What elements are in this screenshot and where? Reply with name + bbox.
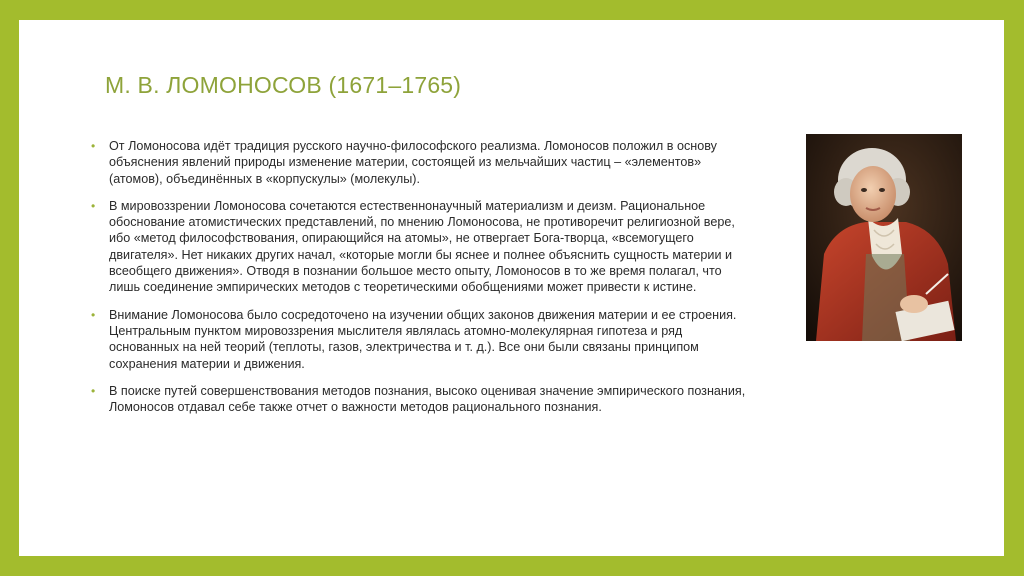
bullet-item: [89, 307, 749, 372]
bullet-list: [89, 138, 749, 426]
bullet-text: От Ломоносова идёт традиция русского научно-философского реализма. Ломоносов положил в основу объяснения явлений природы изменение материи, состоящей из мельчайших частиц – «элементов» (атомов), объединённых в «корпускулы» (молекулы).: [109, 139, 717, 186]
portrait-illustration: [806, 134, 962, 341]
slide-title: М. В. ЛОМОНОСОВ (1671–1765): [105, 72, 462, 98]
bullet-item: [89, 383, 749, 416]
bullet-text: В мировоззрении Ломоносова сочетаются естественнонаучный материализм и деизм. Рациональное обоснование атомистических представлений, по мнению Ломоносова, не противоречит религиозной вере, ибо «метод философствования, опирающийся на атомы», не отвергает Бога-творца, «всемогущего двигателя». Нет никаких других начал, «которые могли бы яснее и полнее объяснить сущность материи и всеобщего движения». Отводя в познании большое место опыту, Ломоносов в то же время полагал, что лишь соединение эмпирических методов с теоретическими обобщениями может привести к истине.: [109, 198, 735, 295]
portrait-image: [806, 134, 962, 341]
bullet-item: [89, 198, 749, 296]
bullet-dot-icon: •: [91, 139, 96, 153]
bullet-text: В поиске путей совершенствования методов познания, высоко оценивая значение эмпирического познания, Ломоносов отдавал себе также отчет о важности методов рационального познания.: [109, 383, 746, 415]
bullet-dot-icon: •: [91, 383, 96, 398]
bullet-dot-icon: •: [91, 198, 96, 213]
bullet-dot-icon: •: [91, 307, 96, 322]
bullet-item: [89, 138, 749, 187]
bullet-text: Внимание Ломоносова было сосредоточено на изучении общих законов движения материи и ее строения. Центральным пунктом мировоззрения мыслителя являлась атомно-молекулярная гипотеза и ряд основанных на ней теорий (теплоты, газов, электричества и т. д.). Все они были связаны принципом сохранения материи и движения.: [109, 307, 737, 371]
slide: [19, 20, 1004, 556]
